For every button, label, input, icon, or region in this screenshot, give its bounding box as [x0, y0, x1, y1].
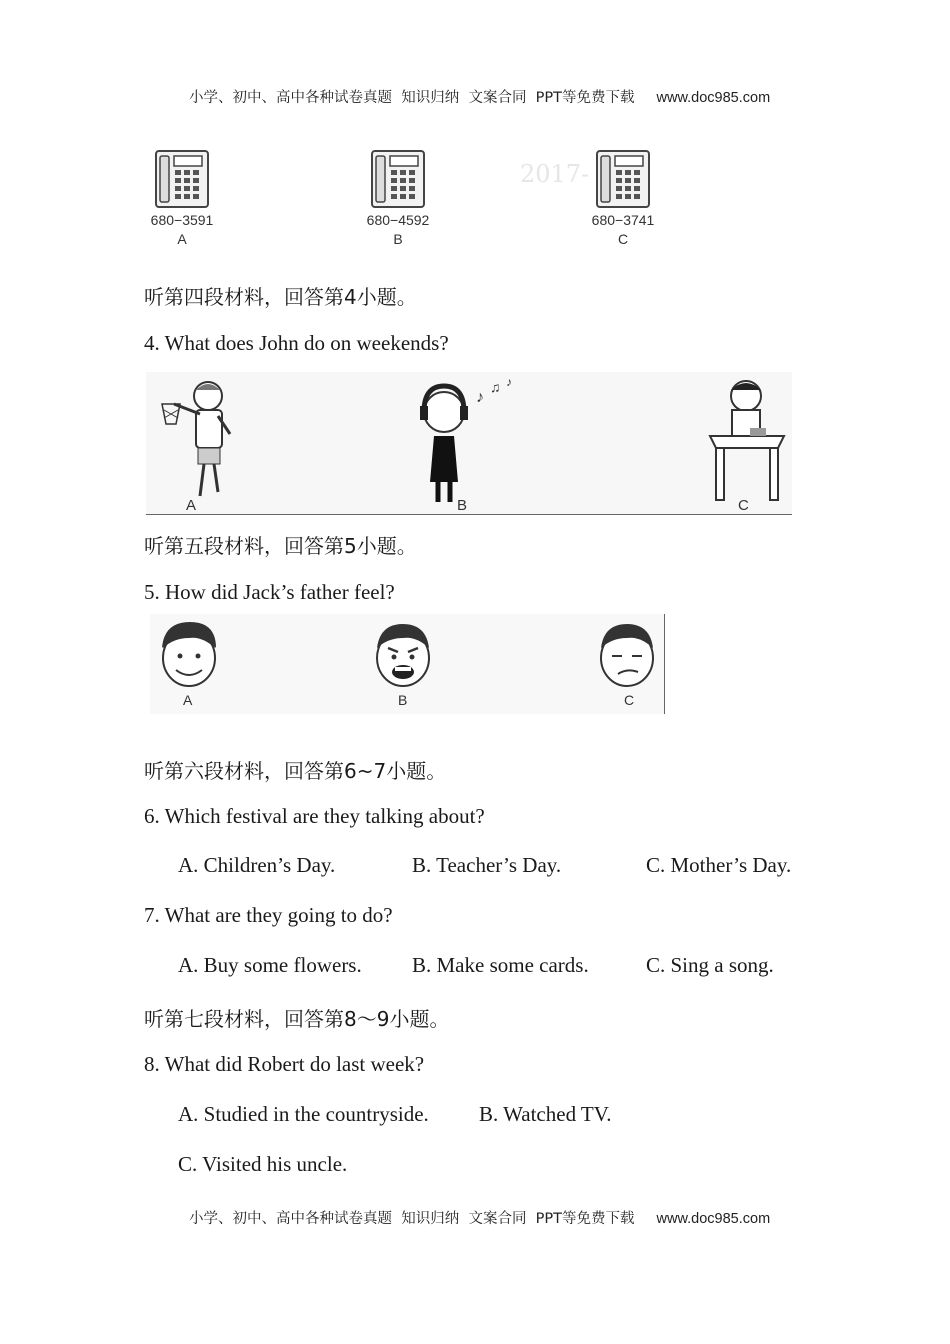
q7-option-b[interactable]: B. Make some cards.	[412, 953, 589, 977]
page-header	[0, 70, 950, 107]
telephone-icon	[366, 148, 430, 210]
q6-option-b[interactable]: B. Teacher’s Day.	[412, 853, 562, 877]
phone-label-b: B	[393, 231, 403, 247]
telephone-icon	[150, 148, 214, 210]
q8-option-c[interactable]: C. Visited his uncle.	[178, 1152, 348, 1176]
q5-label-a: A	[183, 692, 193, 708]
question-4: 4. What does John do on weekends?	[144, 331, 449, 355]
question-7: 7. What are they going to do?	[144, 903, 393, 927]
footer-url[interactable]: www.doc985.com	[656, 1211, 771, 1227]
q7-option-c[interactable]: C. Sing a song.	[646, 953, 774, 977]
q8-option-a[interactable]: A. Studied in the countryside.	[178, 1102, 429, 1126]
q4-label-a: A	[186, 497, 197, 514]
q5-label-b: B	[398, 692, 408, 708]
section-instruction: 听第七段材料，回答第8～9小题。	[144, 1007, 450, 1031]
telephone-icon	[591, 148, 655, 210]
section-instruction: 听第五段材料，回答第5小题。	[144, 534, 417, 558]
header-url[interactable]: www.doc985.com	[656, 90, 771, 106]
q4-label-b: B	[457, 497, 468, 514]
phone-number-c: 680−3741	[591, 212, 655, 228]
section-instruction: 听第四段材料，回答第4小题。	[144, 285, 417, 309]
phone-option-b	[366, 148, 430, 210]
desk-study-icon	[702, 374, 792, 504]
footer-text: 小学、初中、高中各种试卷真题 知识归纳 文案合同 PPT等免费下载	[189, 1211, 635, 1227]
section-instruction: 听第六段材料，回答第6~7小题。	[144, 759, 447, 783]
q8-option-b[interactable]: B. Watched TV.	[479, 1102, 612, 1126]
phone-number-b: 680−4592	[366, 212, 430, 228]
watermark: 2017-	[520, 160, 590, 188]
happy-face-icon	[154, 618, 224, 690]
q7-option-a[interactable]: A. Buy some flowers.	[178, 953, 362, 977]
q4-label-c: C	[738, 497, 749, 514]
q6-option-c[interactable]: C. Mother’s Day.	[646, 853, 792, 877]
phone-label-a: A	[177, 231, 187, 247]
page-footer	[0, 1191, 950, 1228]
svg-text:♫: ♫	[490, 381, 501, 396]
phone-option-c	[591, 148, 655, 210]
question-5: 5. How did Jack’s father feel?	[144, 580, 395, 604]
q5-label-c: C	[624, 692, 635, 708]
phone-number-a: 680−3591	[150, 212, 214, 228]
header-text: 小学、初中、高中各种试卷真题 知识归纳 文案合同 PPT等免费下载	[189, 90, 635, 106]
svg-text:♪: ♪	[476, 389, 484, 406]
basketball-icon	[150, 374, 240, 504]
headphones-music-icon	[410, 374, 530, 504]
svg-text:♪: ♪	[506, 375, 512, 389]
question-6: 6. Which festival are they talking about?	[144, 804, 485, 828]
sad-face-icon	[592, 618, 662, 690]
q4-picture-strip	[146, 372, 792, 515]
question-8: 8. What did Robert do last week?	[144, 1052, 425, 1076]
q6-option-a[interactable]: A. Children’s Day.	[178, 853, 336, 877]
q5-picture-strip	[150, 614, 665, 714]
angry-face-icon	[368, 618, 438, 690]
phone-label-c: C	[617, 231, 629, 247]
phone-option-a	[150, 148, 214, 210]
